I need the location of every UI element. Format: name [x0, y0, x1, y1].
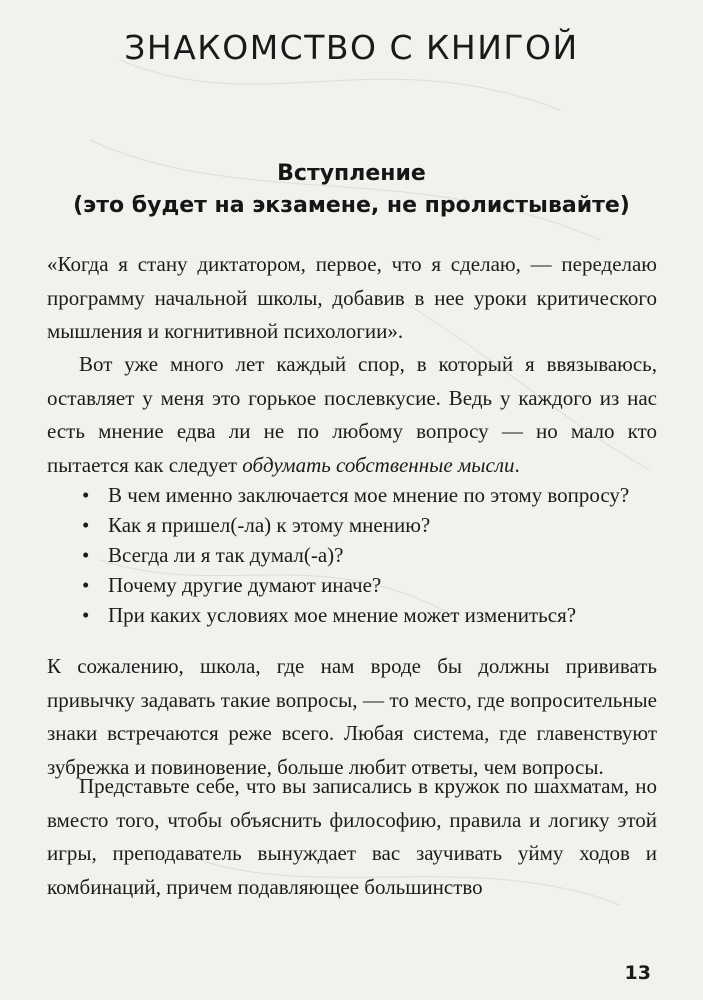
bullet-icon: •	[82, 543, 90, 567]
bullet-icon: •	[82, 573, 90, 597]
list-item: • При каких условиях мое мнение может измениться?	[82, 600, 629, 630]
paragraph-3: К сожалению, школа, где нам вроде бы должны прививать привычку задавать такие вопросы, — то место, где вопросительные знаки встречаются реже всего. Любая система, где главенствуют зубрежка и повиновение, больше любит ответы, чем вопросы.	[47, 654, 657, 779]
list-item: • Почему другие думают иначе?	[82, 570, 629, 600]
paragraph-2	[47, 348, 657, 482]
bullet-icon: •	[82, 513, 90, 537]
section-title-line2: (это будет на экзамене, не пролистывайте)	[73, 193, 630, 218]
question-list	[82, 480, 629, 630]
page-number: 13	[624, 962, 651, 984]
paragraph-2-emphasis: обдумать собственные мысли	[242, 452, 515, 477]
list-item: • В чем именно заключается мое мнение по этому вопросу?	[82, 480, 629, 510]
paragraph-2-text: Вот уже много лет каждый спор, в который я ввязываюсь, оставляет у меня это горькое послевкусие. Ведь у каждого из нас есть мнение едва ли не по любому вопросу — но мало кто пытается как следует	[47, 352, 657, 477]
list-item: • Всегда ли я так думал(-а)?	[82, 540, 629, 570]
opening-quote: «Когда я стану диктатором, первое, что я сделаю, — переделаю программу начальной школы, добавив в нее уроки критического мышления и когнитивной психологии».	[47, 252, 657, 343]
paragraph-2-end: .	[514, 452, 520, 477]
section-title-line1: Вступление	[277, 161, 426, 186]
chapter-title: ЗНАКОМСТВО С КНИГОЙ	[124, 28, 579, 67]
paragraph-4: Представьте себе, что вы записались в кружок по шахматам, но вместо того, чтобы объяснить философию, правила и логику этой игры, преподаватель вынуждает вас заучивать уйму ходов и комбинаций, причем подавляющее большинство	[47, 774, 657, 899]
bullet-icon: •	[82, 603, 90, 627]
list-item: • Как я пришел(-ла) к этому мнению?	[82, 510, 629, 540]
bullet-icon: •	[82, 483, 90, 507]
section-title	[0, 158, 703, 222]
